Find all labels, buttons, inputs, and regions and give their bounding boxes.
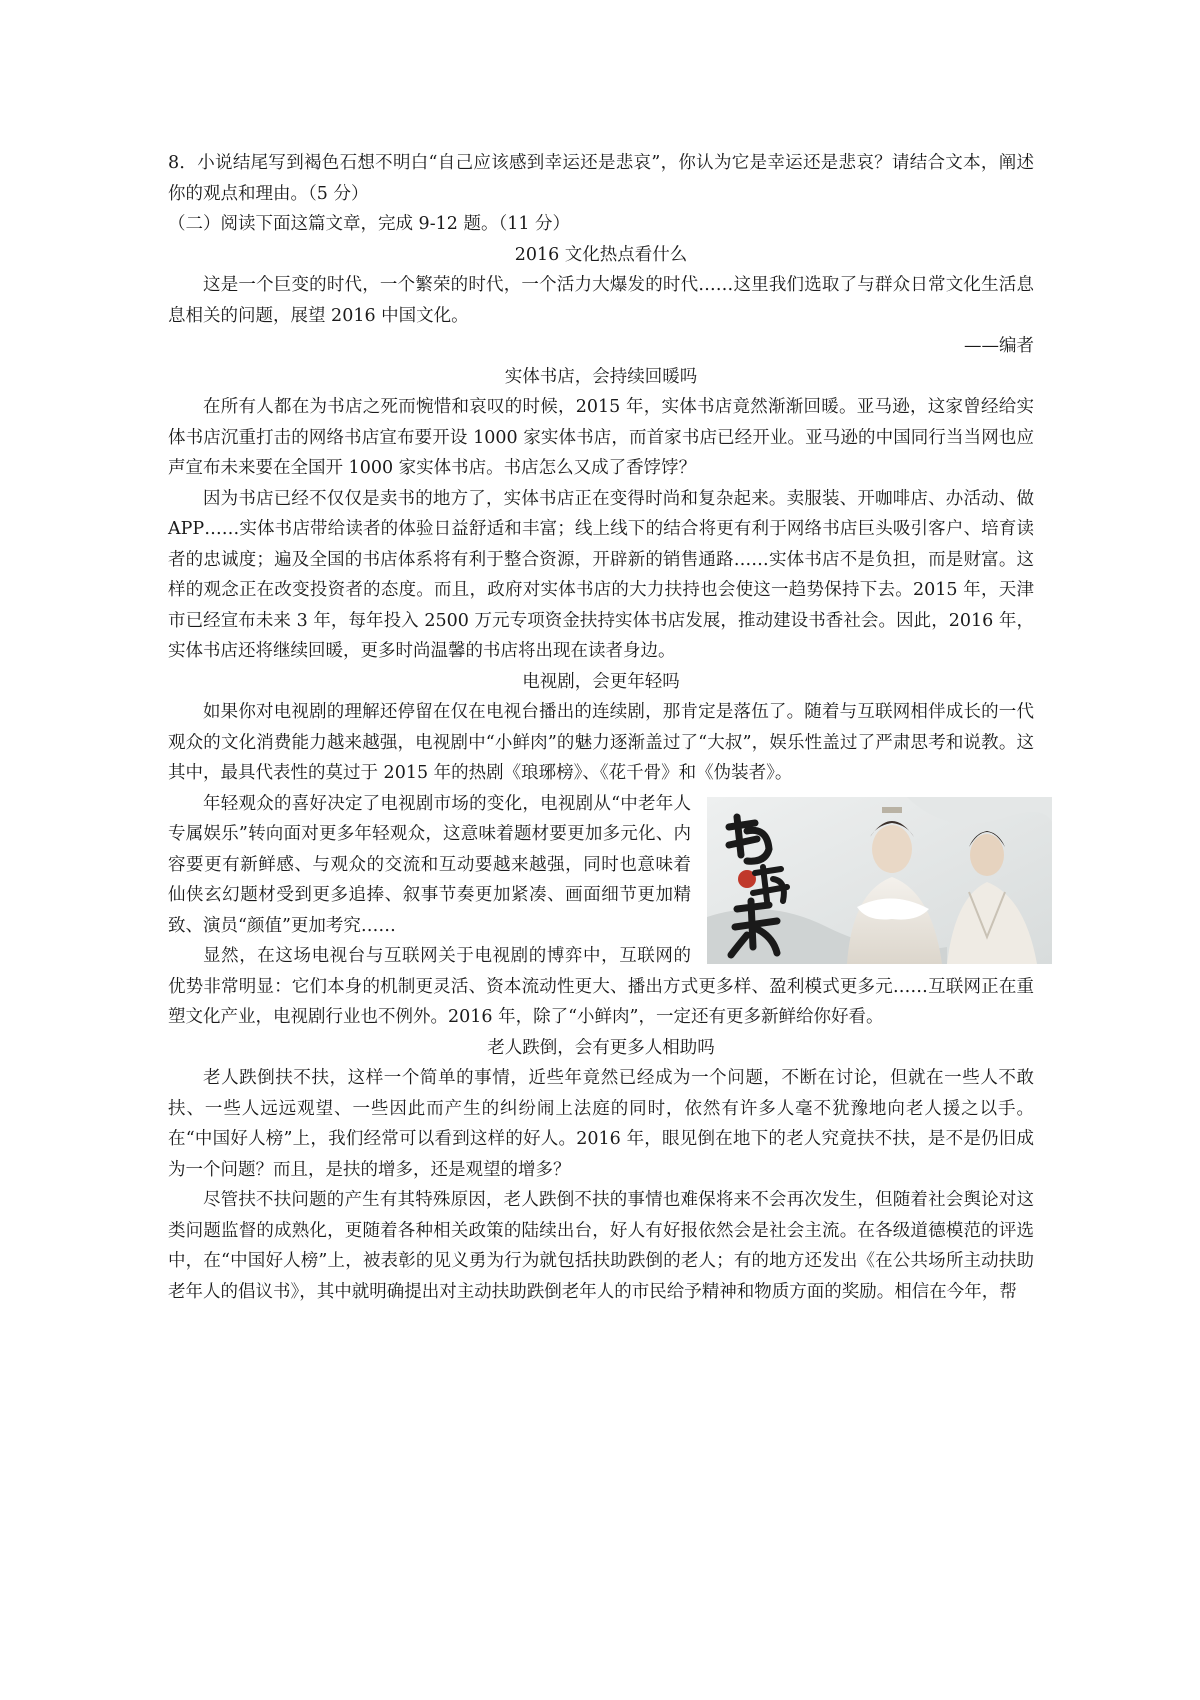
- paragraph: 老人跌倒扶不扶，这样一个简单的事情，近些年竟然已经成为一个问题，不断在讨论，但就在一些人不敢扶、一些人远远观望、一些因此而产生的纠纷闹上法庭的同时，依然有许多人毫不犹豫地向老人援之以手。在“中国好人榜”上，我们经常可以看到这样的好人。2016 年，眼见倒在地下的老人究竟扶不扶，是不是仍旧成为一个问题？而且，是扶的增多，还是观望的增多？: [168, 1068, 1034, 1180]
- paragraph: 年轻观众的喜好决定了电视剧市场的变化，电视剧从“中老年人专属娱乐”转向面对更多年轻观众，这意味着题材要更加多元化、内容要更有新鲜感、与观众的交流和互动要越来越强，同时也意味着仙侠玄幻题材受到更多追捧、叙事节奏更加紧凑、画面细节更加精致、演员“颜值”更加考究……: [168, 793, 691, 936]
- section-heading-tv-drama: 电视剧，会更年轻吗: [522, 671, 680, 692]
- section-heading-elderly: 老人跌倒，会有更多人相助吗: [487, 1037, 715, 1058]
- paragraph: 在所有人都在为书店之死而惋惜和哀叹的时候，2015 年，实体书店竟然渐渐回暖。亚马逊，这家曾经给实体书店沉重打击的网络书店宣布要开设 1000 家实体书店，而首家书店已经开业。亚马逊的中国同行当当网也应声宣布未来要在全国开 1000 家实体书店。书店怎么又成了香饽饽？: [168, 397, 1034, 478]
- paragraph: 如果你对电视剧的理解还停留在仅在电视台播出的连续剧，那肯定是落伍了。随着与互联网相伴成长的一代观众的文化消费能力越来越强，电视剧中“小鲜肉”的魅力逐渐盖过了“大叔”，娱乐性盖过了严肃思考和说教。这其中，最具代表性的莫过于 2015 年的热剧《琅琊榜》、《花千骨》和《伪装者》。: [168, 702, 1034, 783]
- paragraph: 尽管扶不扶问题的产生有其特殊原因，老人跌倒不扶的事情也难保将来不会再次发生，但随着社会舆论对这类问题监督的成熟化，更随着各种相关政策的陆续出台，好人有好报依然会是社会主流。在各级道德模范的评选中，在“中国好人榜”上，被表彰的见义勇为行为就包括扶助跌倒的老人；有的地方还发出《在公共场所主动扶助老年人的倡议书》，其中就明确提出对主动扶助跌倒老年人的市民给予精神和物质方面的奖励。相信在今年，帮: [168, 1190, 1034, 1302]
- article-title: 2016 文化热点看什么: [514, 244, 688, 265]
- paragraph: 因为书店已经不仅仅是卖书的地方了，实体书店正在变得时尚和复杂起来。卖服装、开咖啡店、办活动、做 APP……实体书店带给读者的体验日益舒适和丰富；线上线下的结合将更有利于网络书店巨头吸引客户、培育读者的忠诚度；遍及全国的书店体系将有利于整合资源，开辟新的销售通路……实体书店不是负担，而是财富。这样的观念正在改变投资者的态度。而且，政府对实体书店的大力扶持也会使这一趋势保持下去。2015 年，天津市已经宣布未来 3 年，每年投入 2500 万元专项资金扶持实体书店发展，推动建设书香社会。因此，2016 年，实体书店还将继续回暖，更多时尚温馨的书店将出现在读者身边。: [168, 488, 1034, 661]
- article-byline: ——编者: [964, 336, 1034, 356]
- question-8: 8．小说结尾写到褐色石想不明白“自己应该感到幸运还是悲哀”，你认为它是幸运还是悲哀？请结合文本，阐述你的观点和理由。（5 分）: [168, 153, 1034, 204]
- section-intro: （二）阅读下面这篇文章，完成 9-12 题。（11 分）: [168, 214, 571, 234]
- drama-poster-image: [707, 797, 1052, 964]
- section-heading-bookstore: 实体书店，会持续回暖吗: [504, 366, 698, 387]
- paragraph: 显然，在这场电视台与互联网关于电视剧的博弈中，互联网的优势非常明显：它们本身的机制更灵活、资本流动性更大、播出方式更多样、盈利模式更多元……互联网正在重塑文化产业，电视剧行业也不例外。2016 年，除了“小鲜肉”，一定还有更多新鲜给你好看。: [168, 946, 1034, 1027]
- document-content: [168, 148, 1034, 1307]
- article-lead: 这是一个巨变的时代，一个繁荣的时代，一个活力大爆发的时代……这里我们选取了与群众日常文化生活息息相关的问题，展望 2016 中国文化。: [168, 275, 1034, 326]
